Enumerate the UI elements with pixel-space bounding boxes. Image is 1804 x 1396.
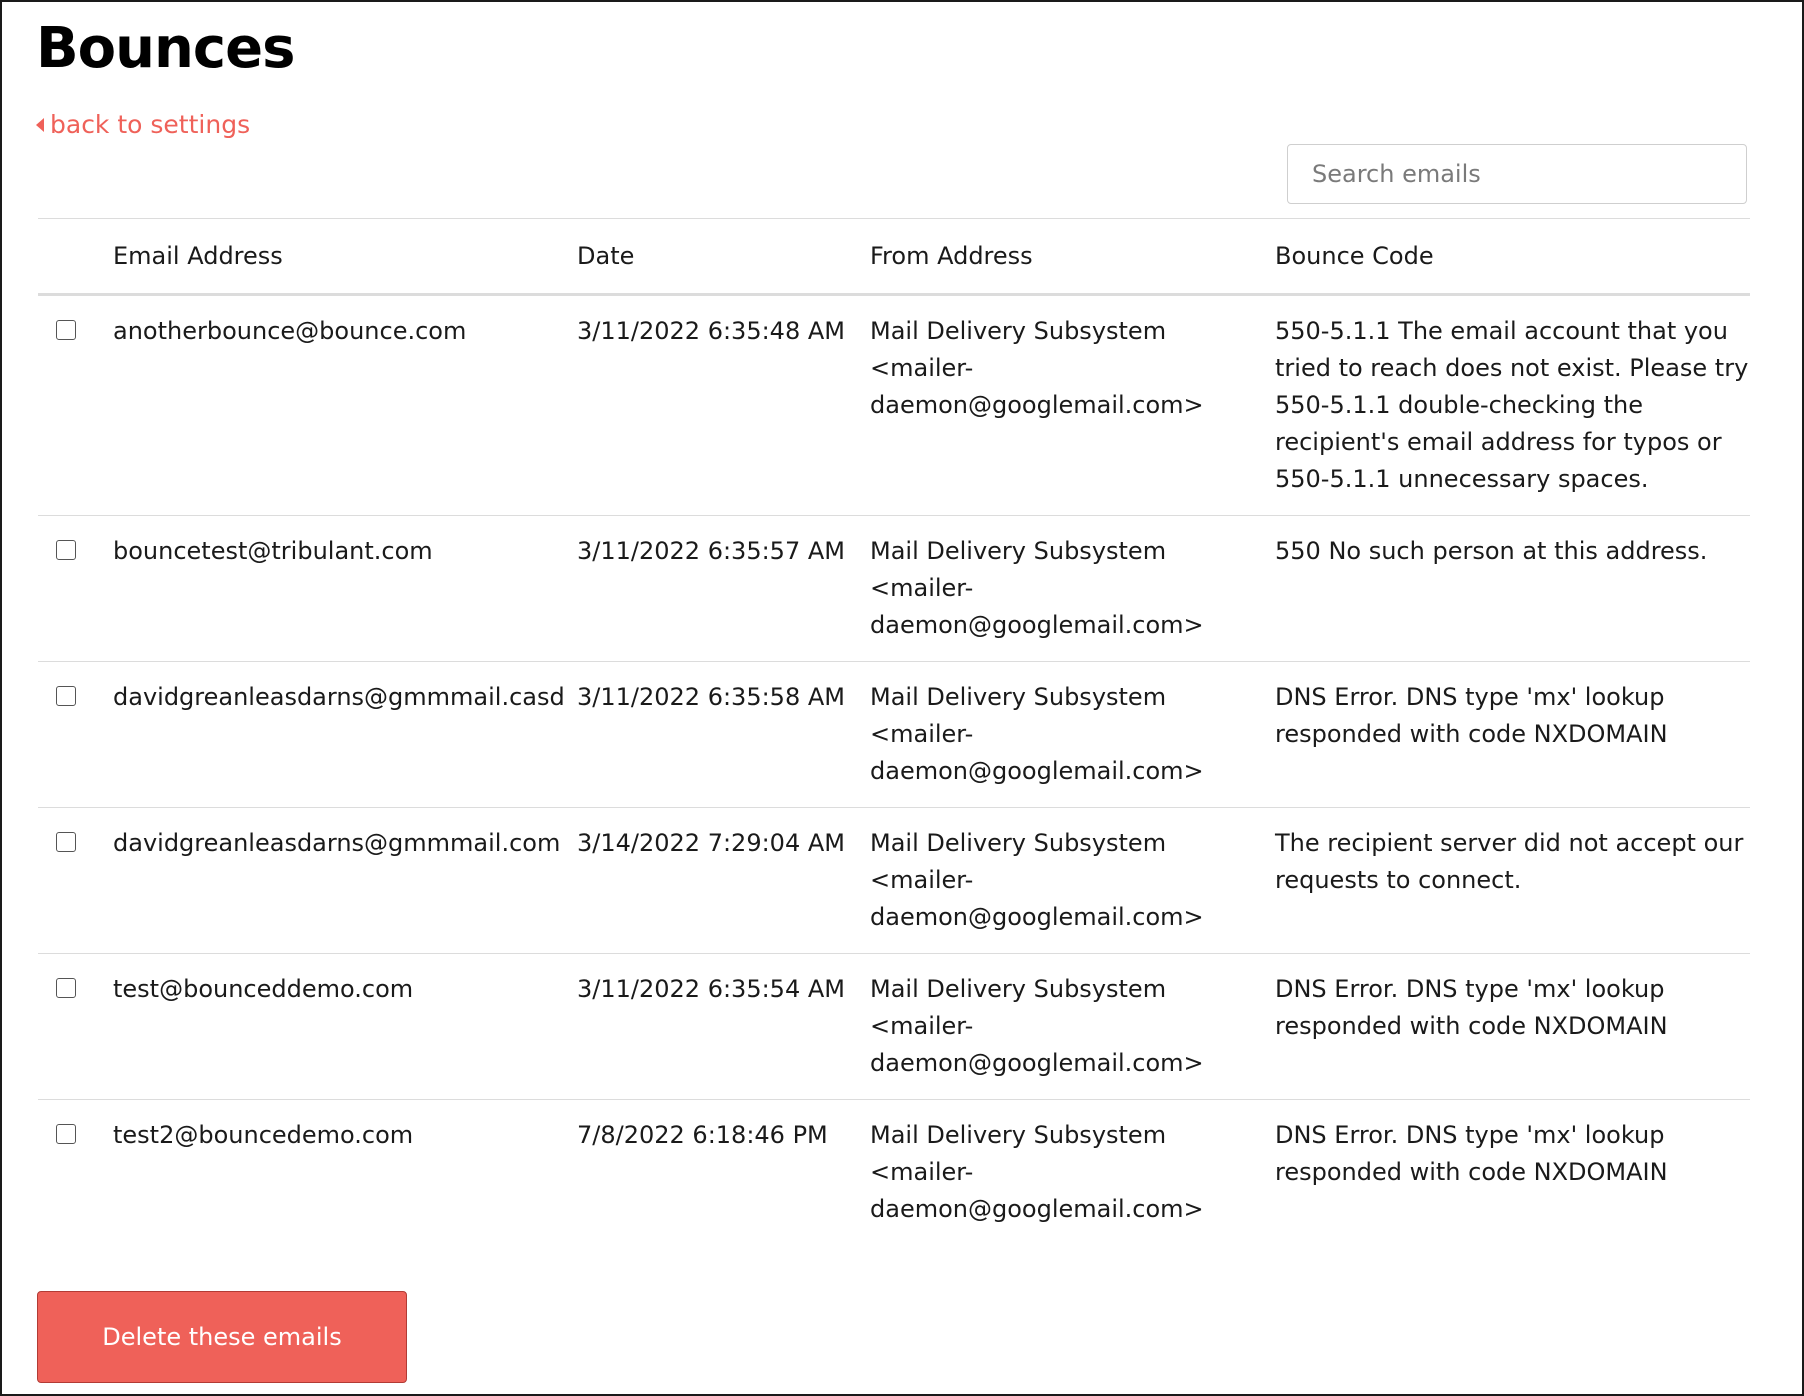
bounce-code-cell: DNS Error. DNS type 'mx' lookup responded with code NXDOMAIN — [1275, 683, 1668, 748]
email-cell: bouncetest@tribulant.com — [113, 537, 433, 565]
date-cell: 3/11/2022 6:35:48 AM — [577, 317, 845, 345]
row-checkbox[interactable] — [56, 832, 76, 852]
row-checkbox[interactable] — [56, 686, 76, 706]
from-cell: Mail Delivery Subsystem <mailer-daemon@googlemail.com> — [870, 683, 1204, 785]
from-cell: Mail Delivery Subsystem <mailer-daemon@googlemail.com> — [870, 975, 1204, 1077]
email-cell: davidgreanleasdarns@gmmmail.casd — [113, 683, 565, 711]
date-cell: 3/11/2022 6:35:54 AM — [577, 975, 845, 1003]
table-row — [38, 295, 1750, 516]
row-checkbox[interactable] — [56, 540, 76, 560]
row-checkbox[interactable] — [56, 978, 76, 998]
header-date: Date — [577, 242, 635, 270]
search-input[interactable] — [1287, 144, 1747, 204]
from-cell: Mail Delivery Subsystem <mailer-daemon@googlemail.com> — [870, 317, 1204, 419]
row-select-cell — [38, 1100, 113, 1246]
bounce-code-cell: DNS Error. DNS type 'mx' lookup responded with code NXDOMAIN — [1275, 975, 1668, 1040]
back-to-settings-link[interactable] — [36, 110, 250, 139]
table-row — [38, 516, 1750, 662]
delete-emails-button[interactable]: Delete these emails — [37, 1291, 407, 1383]
back-link-label: back to settings — [50, 110, 251, 139]
date-cell: 3/11/2022 6:35:58 AM — [577, 683, 845, 711]
table-row — [38, 662, 1750, 808]
email-cell: anotherbounce@bounce.com — [113, 317, 467, 345]
row-select-cell — [38, 662, 113, 808]
bounce-code-cell: DNS Error. DNS type 'mx' lookup responded with code NXDOMAIN — [1275, 1121, 1668, 1186]
table-row — [38, 808, 1750, 954]
date-cell: 3/14/2022 7:29:04 AM — [577, 829, 845, 857]
header-bounce-code: Bounce Code — [1275, 242, 1434, 270]
bounce-code-cell: 550 No such person at this address. — [1275, 537, 1708, 565]
row-select-cell — [38, 808, 113, 954]
row-select-cell — [38, 295, 113, 516]
row-checkbox[interactable] — [56, 1124, 76, 1144]
row-select-cell — [38, 516, 113, 662]
email-cell: test@bounceddemo.com — [113, 975, 414, 1003]
date-cell: 7/8/2022 6:18:46 PM — [577, 1121, 828, 1149]
table-header-row — [38, 219, 1750, 295]
header-email-address: Email Address — [113, 242, 283, 270]
from-cell: Mail Delivery Subsystem <mailer-daemon@googlemail.com> — [870, 1121, 1204, 1223]
from-cell: Mail Delivery Subsystem <mailer-daemon@googlemail.com> — [870, 537, 1204, 639]
bounces-table-container — [38, 218, 1750, 1245]
date-cell: 3/11/2022 6:35:57 AM — [577, 537, 845, 565]
header-from-address: From Address — [870, 242, 1033, 270]
email-cell: davidgreanleasdarns@gmmmail.com — [113, 829, 561, 857]
bounce-code-cell: 550-5.1.1 The email account that you tried to reach does not exist. Please try 550-5.1.1 double-checking the recipient's email address for typos or 550-5.1.1 unnecessary spaces. — [1275, 317, 1749, 493]
from-cell: Mail Delivery Subsystem <mailer-daemon@googlemail.com> — [870, 829, 1204, 931]
header-select — [38, 219, 113, 295]
table-body — [38, 295, 1750, 1246]
caret-left-icon — [36, 118, 44, 132]
row-checkbox[interactable] — [56, 320, 76, 340]
table-row — [38, 954, 1750, 1100]
page-title: Bounces — [36, 16, 295, 81]
email-cell: test2@bouncedemo.com — [113, 1121, 414, 1149]
bounce-code-cell: The recipient server did not accept our requests to connect. — [1275, 829, 1744, 894]
row-select-cell — [38, 954, 113, 1100]
bounces-table — [38, 218, 1750, 1245]
table-row — [38, 1100, 1750, 1246]
